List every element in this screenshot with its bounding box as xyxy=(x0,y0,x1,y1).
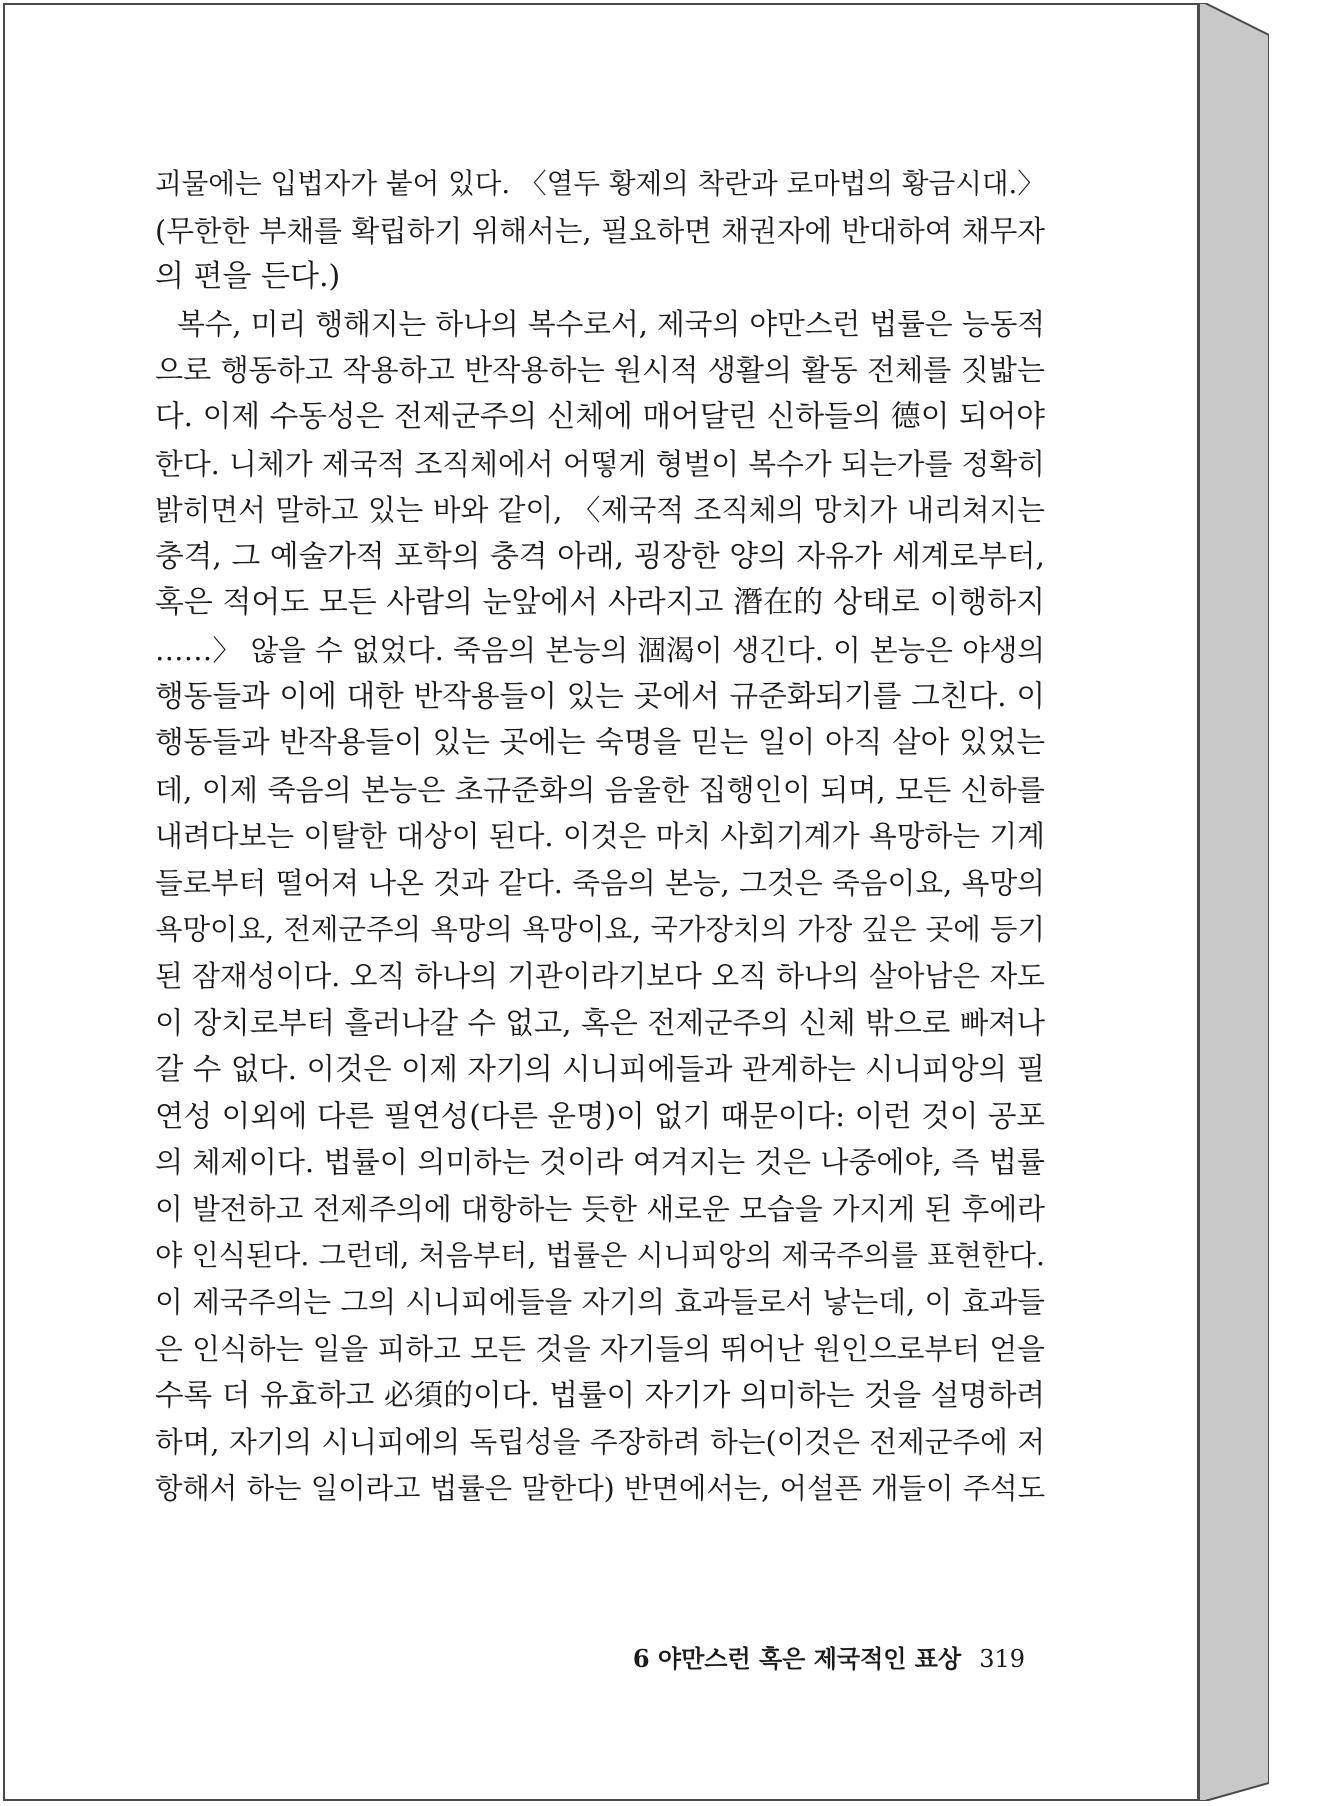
text-line: 의 편을 든다.) xyxy=(155,259,341,295)
text-line: 데, 이제 죽음의 본능은 초규준화의 음울한 집행인이 되며, 모든 신하를 xyxy=(155,772,1045,807)
text-line: 은 인식하는 일을 피하고 모든 것을 자기들의 뛰어난 원인으로부터 얻을 xyxy=(155,1331,1045,1366)
chapter-title: 6 야만스런 혹은 제국적인 표상 xyxy=(632,1644,962,1673)
body-text xyxy=(155,161,1045,1512)
page-block-edge xyxy=(1199,3,1269,1801)
text-line: 이 발전하고 전제주의에 대항하는 듯한 새로운 모습을 가지게 된 후에라 xyxy=(155,1192,1045,1227)
text-line: 이 장치로부터 흘러나갈 수 없고, 혹은 전제군주의 신체 밖으로 빠져나 xyxy=(155,1005,1045,1040)
text-line: 의 체제이다. 법률이 의미하는 것이라 여겨지는 것은 나중에야, 즉 법률 xyxy=(155,1145,1045,1180)
book-page xyxy=(3,3,1199,1801)
text-line: 갈 수 없다. 이것은 이제 자기의 시니피에들과 관계하는 시니피앙의 필 xyxy=(155,1052,1045,1087)
text-line: 밝히면서 말하고 있는 바와 같이, 〈제국적 조직체의 망치가 내리쳐지는 xyxy=(155,493,1045,528)
text-line: ……〉 않을 수 없었다. 죽음의 본능의 涸渴이 생긴다. 이 본능은 야생의 xyxy=(155,632,1045,667)
text-line: 수록 더 유효하고 必須的이다. 법률이 자기가 의미하는 것을 설명하려 xyxy=(155,1378,1045,1413)
text-line: 으로 행동하고 작용하고 반작용하는 원시적 생활의 활동 전체를 짓밟는 xyxy=(155,353,1045,388)
text-line: 한다. 니체가 제국적 조직체에서 어떻게 형벌이 복수가 되는가를 정확히 xyxy=(155,446,1045,481)
text-line: 하며, 자기의 시니피에의 독립성을 주장하려 하는(이것은 전제군주에 저 xyxy=(155,1425,1045,1460)
text-line: 연성 이외에 다른 필연성(다른 운명)이 없기 때문이다: 이런 것이 공포 xyxy=(155,1098,1045,1133)
text-line: 들로부터 떨어져 나온 것과 같다. 죽음의 본능, 그것은 죽음이요, 욕망의 xyxy=(155,865,1045,900)
text-line: 복수, 미리 행해지는 하나의 복수로서, 제국의 야만스런 법률은 능동적 xyxy=(177,306,1045,341)
text-line: (무한한 부채를 확립하기 위해서는, 필요하면 채권자에 반대하여 채무자 xyxy=(155,213,1045,248)
text-line: 내려다보는 이탈한 대상이 된다. 이것은 마치 사회기계가 욕망하는 기계 xyxy=(155,819,1045,854)
text-line: 항해서 하는 일이라고 법률은 말한다) 반면에서는, 어설픈 개들이 주석도 xyxy=(155,1471,1045,1505)
text-line: 다. 이제 수동성은 전제군주의 신체에 매어달린 신하들의 德이 되어야 xyxy=(155,398,1045,434)
page-number: 319 xyxy=(979,1645,1025,1673)
text-line: 된 잠재성이다. 오직 하나의 기관이라기보다 오직 하나의 살아남은 자도 xyxy=(155,959,1045,994)
text-line: 이 제국주의는 그의 시니피에들을 자기의 효과들로서 낳는데, 이 효과들 xyxy=(155,1285,1045,1320)
running-footer xyxy=(625,1639,1025,1683)
text-line: 야 인식된다. 그런데, 처음부터, 법률은 시니피앙의 제국주의를 표현한다. xyxy=(155,1238,1045,1272)
text-line: 행동들과 이에 대한 반작용들이 있는 곳에서 규준화되기를 그친다. 이 xyxy=(155,678,1045,714)
text-line: 혹은 적어도 모든 사람의 눈앞에서 사라지고 潛在的 상태로 이행하지 xyxy=(155,585,1045,621)
page-block-side xyxy=(1199,3,1269,1801)
text-line: 충격, 그 예술가적 포학의 충격 아래, 굉장한 양의 자유가 세계로부터, xyxy=(155,538,1045,574)
text-line: 행동들과 반작용들이 있는 곳에는 숙명을 믿는 일이 아직 살아 있었는 xyxy=(155,725,1045,761)
text-line: 괴물에는 입법자가 붙어 있다. 〈열두 황제의 착란과 로마법의 황금시대.〉 xyxy=(155,167,1045,200)
text-line: 욕망이요, 전제군주의 욕망의 욕망이요, 국가장치의 가장 깊은 곳에 등기 xyxy=(155,912,1045,946)
